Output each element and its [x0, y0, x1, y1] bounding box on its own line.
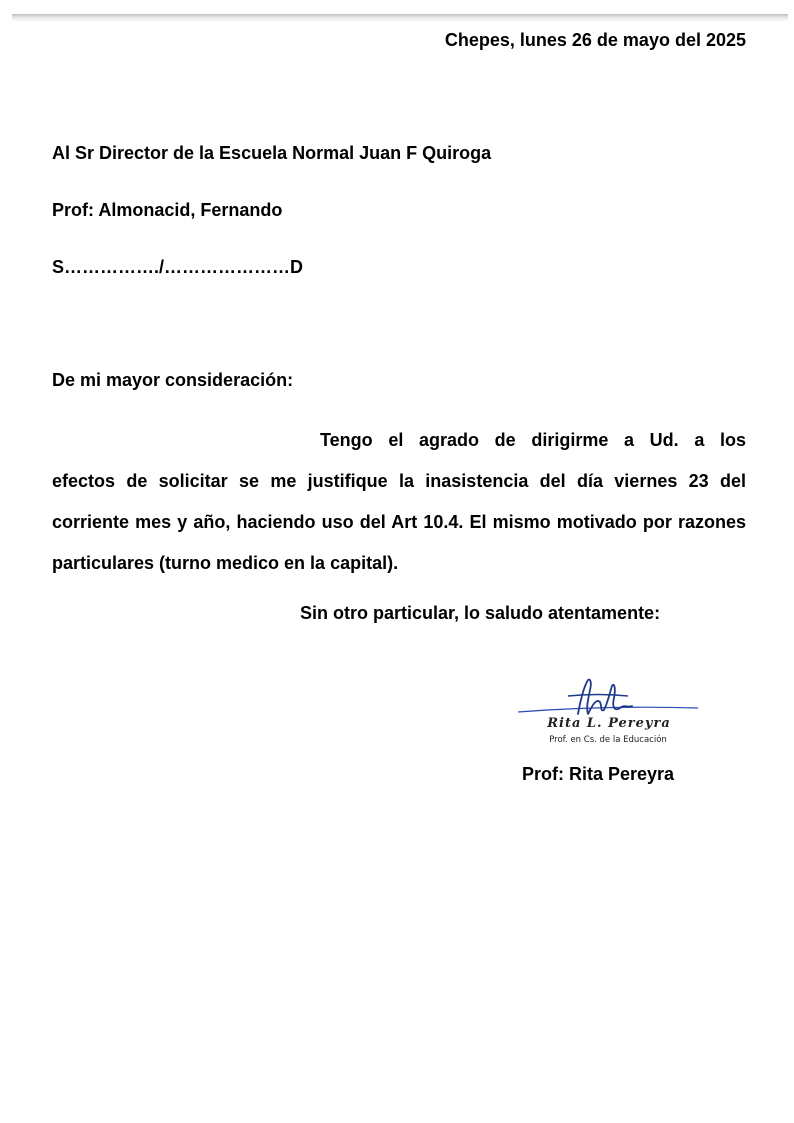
sd-line: S……………./…………………D — [52, 257, 304, 277]
letter-body — [52, 420, 746, 584]
signer-name: Prof: Rita Pereyra — [522, 764, 675, 784]
recipient-prof: Prof: Almonacid, Fernando — [52, 200, 283, 220]
salutation: De mi mayor consideración: — [52, 370, 294, 390]
page-top-edge — [12, 14, 788, 22]
recipient-line: Al Sr Director de la Escuela Normal Juan F Quiroga — [52, 143, 492, 163]
stamp-name: Rita L. Pereyra — [547, 716, 671, 731]
closing: Sin otro particular, lo saludo atentamente: — [300, 603, 661, 623]
place-date: Chepes, lunes 26 de mayo del 2025 — [444, 30, 746, 50]
body-paragraph: efectos de solicitar se me justifique la inasistencia del día viernes 23 del corriente mes y año, haciendo uso del Art 10.4. El mismo motivado por razones particulares (turno medico en la capital). — [52, 471, 746, 573]
body-first-line: Tengo el agrado de dirigirme a Ud. a los — [320, 430, 746, 450]
signature-stamp — [508, 672, 708, 762]
stamp-title: Prof. en Cs. de la Educación — [549, 735, 667, 745]
